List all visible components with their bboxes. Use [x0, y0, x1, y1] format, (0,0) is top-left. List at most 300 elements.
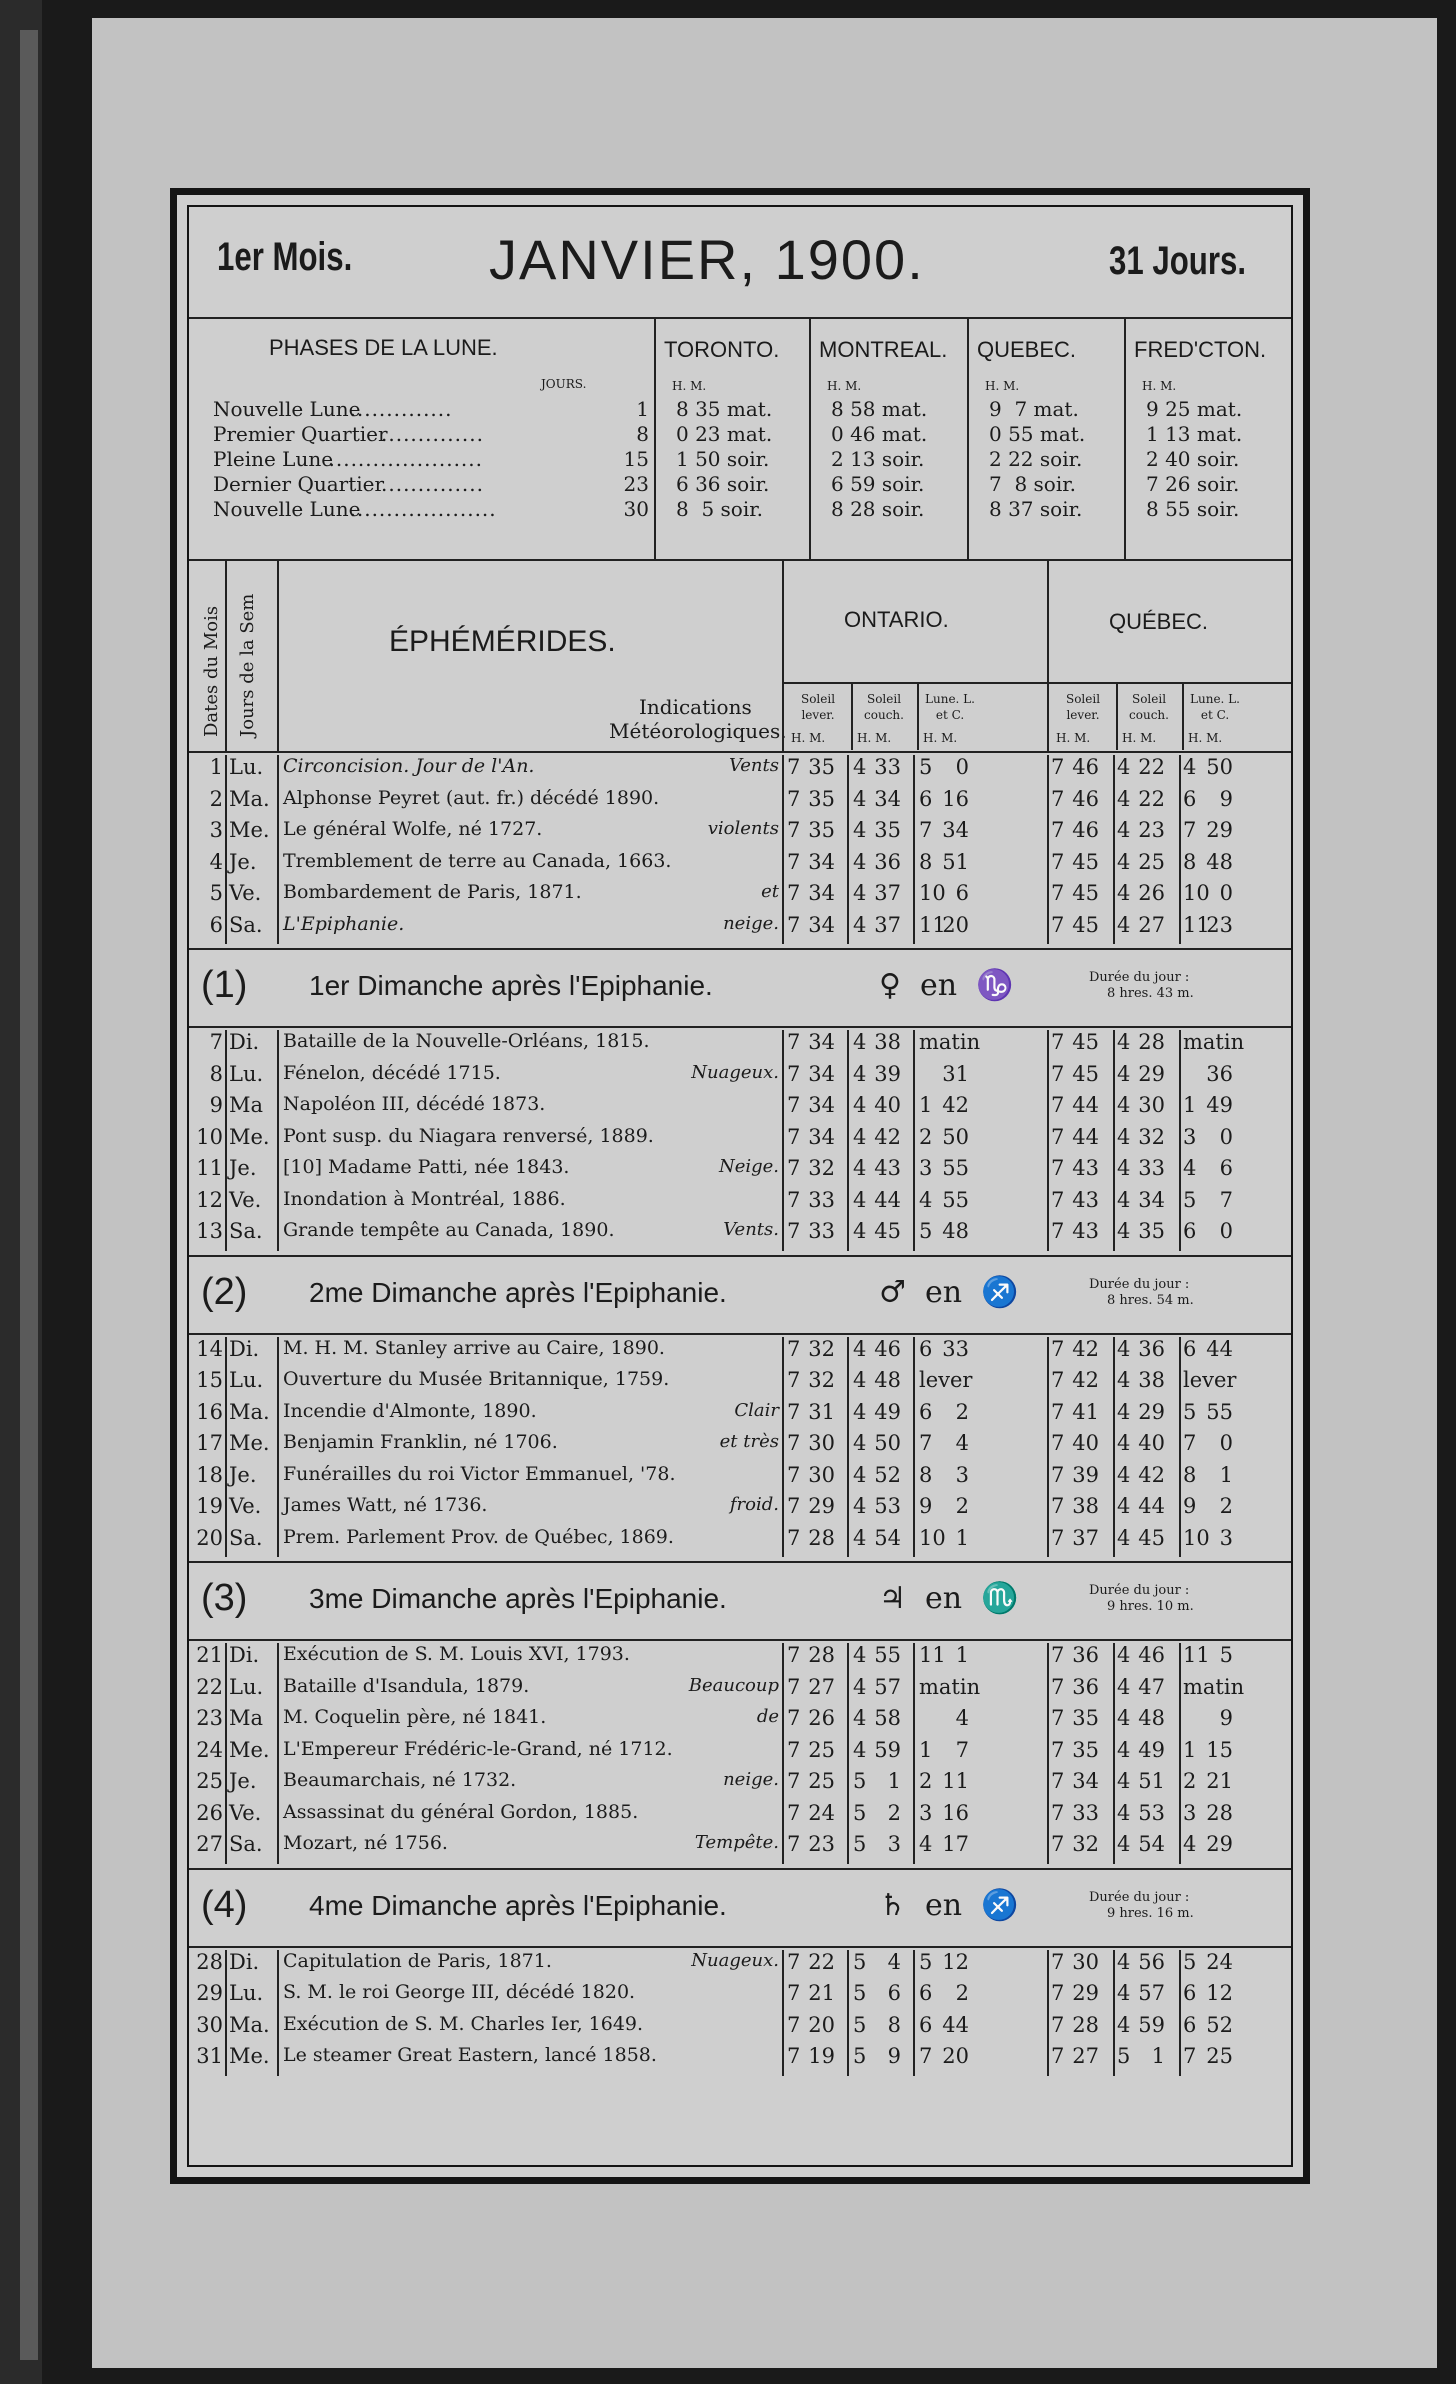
day-weekday: Ma [229, 1093, 264, 1117]
day-event: M. H. M. Stanley arrive au Caire, 1890. [283, 1336, 665, 1359]
day-row [189, 1125, 1291, 1157]
time-hour: 4 [853, 1336, 867, 1361]
time-minute: 44 [1072, 1093, 1099, 1117]
day-row [189, 1156, 1291, 1188]
time-hour: matin [1183, 1030, 1245, 1054]
phases-divider [189, 559, 1291, 561]
day-date: 29 [196, 1981, 223, 2005]
day-event: Circoncision. Jour de l'An. [283, 755, 535, 777]
time-hour: 4 [1117, 1431, 1131, 1455]
time-hour: matin [919, 1674, 981, 1699]
time-hour: lever [919, 1368, 973, 1392]
time-minute: 25 [808, 1769, 835, 1793]
day-date: 2 [209, 786, 223, 811]
time-minute: 16 [942, 1800, 969, 1825]
time-minute: 33 [942, 1336, 969, 1361]
time-hour: 4 [853, 1061, 867, 1086]
time-hour: 10 [919, 1525, 946, 1550]
time-minute: 2 [955, 1981, 969, 2005]
time-minute: 22 [1138, 755, 1165, 779]
day-length-label: Durée du jour : [1089, 970, 1190, 985]
column-divider [913, 755, 915, 944]
day-date: 1 [209, 755, 223, 779]
time-hour: 6 [919, 2012, 933, 2037]
time-minute: 22 [1138, 786, 1165, 811]
time-minute: 58 [874, 1706, 901, 1730]
time-minute: 34 [808, 881, 835, 905]
header-divider [189, 751, 1291, 753]
day-row [189, 1368, 1291, 1400]
time-minute: 25 [808, 1737, 835, 1762]
time-subheader: Lune. L. et C. [1190, 692, 1240, 722]
day-event: James Watt, né 1736. [283, 1494, 488, 1516]
time-hour: 7 [787, 1981, 801, 2005]
day-weekday: Sa. [229, 1219, 263, 1243]
time-hour: 4 [853, 755, 867, 779]
time-hour: lever [1183, 1368, 1237, 1392]
day-event: Inondation à Montréal, 1886. [283, 1187, 566, 1210]
column-divider [782, 1337, 784, 1558]
month-number: 1er Mois. [217, 235, 353, 279]
time-minute: 43 [1072, 1219, 1099, 1243]
time-hour: 9 [1183, 1494, 1197, 1518]
time-minute: 23 [808, 1832, 835, 1856]
day-date: 15 [196, 1368, 223, 1392]
time-hour: 4 [1117, 2012, 1131, 2037]
time-hour: 4 [1117, 818, 1131, 842]
day-event: Pont susp. du Niagara renversé, 1889. [283, 1124, 654, 1147]
column-divider [1113, 1643, 1115, 1864]
phase-day: 15 [623, 447, 649, 471]
phase-time: 2 40 soir. [1146, 447, 1240, 471]
time-minute: 43 [874, 1156, 901, 1180]
time-minute: 49 [1206, 1093, 1233, 1117]
phase-name: Nouvelle Lune [213, 397, 361, 421]
time-minute: 19 [808, 2044, 835, 2068]
column-divider [1047, 1643, 1049, 1864]
column-divider [782, 1643, 784, 1864]
time-hour: 7 [1051, 1156, 1065, 1180]
time-hour: 5 [853, 1949, 867, 1974]
day-row [189, 1093, 1291, 1125]
phase-day: 23 [623, 472, 649, 496]
day-weekday: Lu. [229, 755, 264, 779]
phases-title: PHASES DE LA LUNE. [269, 335, 498, 360]
time-minute: 27 [808, 1674, 835, 1699]
day-row [189, 1494, 1291, 1526]
time-minute: 33 [808, 1219, 835, 1243]
day-weather: neige. [723, 1769, 779, 1790]
time-minute: 46 [1072, 818, 1099, 842]
sunday-number: (4) [201, 1883, 248, 1926]
phase-time: 2 22 soir. [989, 447, 1083, 471]
time-hour: 4 [1183, 755, 1197, 779]
time-minute: 17 [942, 1832, 969, 1856]
phase-name: Nouvelle Lune [213, 497, 361, 521]
time-minute: 6 [955, 881, 969, 905]
day-weekday: Lu. [229, 1368, 264, 1392]
day-weekday: Lu. [229, 1061, 264, 1086]
day-event: Grande tempête au Canada, 1890. [283, 1219, 615, 1241]
time-hour: 9 [919, 1494, 933, 1518]
time-minute: 1 [887, 1769, 901, 1793]
day-date: 6 [209, 912, 223, 937]
day-row [189, 1463, 1291, 1495]
time-hour: 4 [1117, 1706, 1131, 1730]
day-event: Tremblement de terre au Canada, 1663. [283, 849, 672, 872]
day-weekday: Je. [229, 1156, 257, 1180]
time-hour: 7 [787, 1061, 801, 1086]
column-divider [1179, 1643, 1181, 1864]
time-hour: 7 [1051, 912, 1065, 937]
time-minute: 54 [874, 1525, 901, 1550]
time-hour: 7 [1051, 1949, 1065, 1974]
time-minute: 24 [1206, 1949, 1233, 1974]
column-divider [1113, 755, 1115, 944]
time-hour: 4 [1117, 755, 1131, 779]
time-hour: 1 [1183, 1093, 1197, 1117]
day-weekday: Sa. [229, 912, 263, 937]
time-minute: 1 [1219, 1462, 1233, 1487]
time-hour: 7 [1051, 818, 1065, 842]
time-hour: 4 [1117, 1737, 1131, 1762]
time-hour: 4 [1117, 1093, 1131, 1117]
day-date: 18 [196, 1462, 223, 1487]
time-minute: 27 [1072, 2044, 1099, 2068]
column-divider [913, 1950, 915, 2076]
time-minute: 2 [955, 1494, 969, 1518]
time-hour: matin [919, 1030, 981, 1054]
time-minute: 28 [1072, 2012, 1099, 2037]
day-weekday: Sa. [229, 1832, 263, 1856]
time-minute: 55 [874, 1643, 901, 1667]
sunday-label: 2me Dimanche après l'Epiphanie. [309, 1276, 727, 1308]
time-hour: 7 [787, 1336, 801, 1361]
time-hour: 4 [1117, 1643, 1131, 1667]
day-weather: Vents. [723, 1219, 779, 1240]
time-hour: 7 [1051, 1399, 1065, 1424]
time-hour: 5 [919, 1219, 933, 1243]
day-event: M. Coquelin père, né 1841. [283, 1706, 547, 1728]
day-length-label: Durée du jour : [1089, 1276, 1190, 1292]
time-minute: 33 [874, 755, 901, 779]
column-divider [277, 1643, 279, 1864]
time-hour: 7 [787, 1949, 801, 1974]
time-hour: 6 [1183, 1336, 1197, 1361]
time-minute: 29 [1206, 818, 1233, 842]
day-date: 13 [196, 1219, 223, 1243]
day-row [189, 787, 1291, 819]
time-minute: 22 [808, 1949, 835, 1974]
time-subheader: Soleil lever. [800, 692, 836, 722]
quebec-label: QUÉBEC. [1109, 609, 1209, 634]
time-hour: 4 [1117, 1030, 1131, 1054]
day-date: 31 [196, 2044, 223, 2068]
time-minute: 35 [1072, 1706, 1099, 1730]
day-event: Exécution de S. M. Louis XVI, 1793. [283, 1643, 630, 1665]
sunday-label: 1er Dimanche après l'Epiphanie. [309, 970, 713, 1001]
time-hour: 5 [853, 2044, 867, 2068]
column-divider [1179, 1337, 1181, 1558]
city-label: MONTREAL. [819, 337, 948, 362]
time-minute: 31 [942, 1061, 969, 1086]
time-hour: 1 [919, 1737, 933, 1762]
time-hour: 7 [1051, 1737, 1065, 1762]
day-weather: Nuageux. [691, 1061, 779, 1083]
day-row [189, 2013, 1291, 2045]
sunday-label: 3me Dimanche après l'Epiphanie. [309, 1583, 727, 1614]
time-minute: 34 [808, 1061, 835, 1086]
time-hour: 7 [787, 818, 801, 842]
time-minute: 7 [955, 1737, 969, 1762]
time-hour: 5 [1183, 1399, 1197, 1424]
time-hour: 7 [1051, 1093, 1065, 1117]
time-hour: 4 [1117, 1981, 1131, 2005]
weekday-column-label: Jours de la Sem [237, 593, 258, 737]
time-minute: 47 [1138, 1674, 1165, 1699]
column-divider [1179, 755, 1181, 944]
time-hour: 7 [787, 1494, 801, 1518]
day-date: 19 [196, 1494, 223, 1518]
day-date: 5 [209, 881, 223, 905]
time-minute: 4 [955, 1706, 969, 1730]
column-divider [1113, 1950, 1115, 2076]
day-date: 23 [196, 1706, 223, 1730]
time-hour: 7 [787, 755, 801, 779]
header-col-divider [782, 561, 784, 751]
time-minute: 3 [887, 1832, 901, 1856]
time-hour: 4 [853, 1431, 867, 1455]
time-minute: 33 [808, 1187, 835, 1212]
time-hour: 7 [1051, 1525, 1065, 1550]
day-row [189, 1188, 1291, 1220]
time-hour: 7 [1051, 1832, 1065, 1856]
time-minute: 27 [1138, 912, 1165, 937]
time-minute: 44 [942, 2012, 969, 2037]
time-hour: 8 [919, 849, 933, 874]
column-divider [913, 1030, 915, 1251]
column-divider [1047, 1950, 1049, 2076]
time-minute: 29 [1206, 1832, 1233, 1856]
day-row [189, 850, 1291, 882]
time-hour: 1 [919, 1093, 933, 1117]
time-hour: 5 [1183, 1949, 1197, 1974]
time-minute: 51 [942, 849, 969, 874]
hm-label: H. M. [985, 379, 1020, 393]
day-date: 22 [196, 1674, 223, 1699]
time-minute: 42 [1138, 1462, 1165, 1487]
planet-position: ♄ en ♐ [879, 1887, 1019, 1923]
time-minute: 50 [1206, 755, 1233, 779]
day-event: Mozart, né 1756. [283, 1832, 448, 1854]
sunday-number: (2) [201, 1270, 248, 1313]
time-hour: 11 [1183, 912, 1210, 937]
hm-label: H. M. [1122, 731, 1157, 745]
time-minute: 42 [1072, 1368, 1099, 1392]
time-minute: 36 [1206, 1061, 1233, 1086]
day-date: 3 [209, 818, 223, 842]
time-minute: 32 [808, 1368, 835, 1392]
time-hour: 7 [1051, 1981, 1065, 2005]
day-date: 16 [196, 1399, 223, 1424]
day-row [189, 1643, 1291, 1675]
time-minute: 32 [808, 1156, 835, 1180]
phase-time: 8 5 soir. [676, 497, 763, 521]
time-minute: 53 [1138, 1800, 1165, 1825]
time-minute: 26 [1138, 881, 1165, 905]
time-minute: 12 [1206, 1981, 1233, 2005]
time-hour: 4 [853, 1737, 867, 1762]
time-minute: 48 [942, 1219, 969, 1243]
time-hour: 5 [919, 1949, 933, 1974]
column-divider [277, 755, 279, 944]
time-minute: 28 [808, 1643, 835, 1667]
time-minute: 30 [808, 1462, 835, 1487]
column-divider [913, 1337, 915, 1558]
ontario-label: ONTARIO. [844, 607, 949, 632]
time-minute: 35 [808, 755, 835, 779]
time-minute: 46 [1072, 786, 1099, 811]
time-minute: 31 [808, 1399, 835, 1424]
column-divider [225, 1950, 227, 2076]
time-hour: 6 [919, 1399, 933, 1424]
time-hour: 4 [1117, 1124, 1131, 1149]
time-minute: 15 [1206, 1737, 1233, 1762]
time-minute: 35 [808, 786, 835, 811]
sunday-label: 4me Dimanche après l'Epiphanie. [309, 1889, 727, 1921]
day-weekday: Me. [229, 2044, 270, 2068]
time-minute: 32 [1072, 1832, 1099, 1856]
time-minute: 46 [1138, 1643, 1165, 1667]
hm-label: H. M. [791, 731, 826, 745]
time-minute: 44 [1138, 1494, 1165, 1518]
day-event: [10] Madame Patti, née 1843. [283, 1156, 570, 1178]
time-minute: 35 [808, 818, 835, 842]
time-hour: 4 [1117, 1187, 1131, 1212]
time-hour: 7 [787, 1462, 801, 1487]
day-weekday: Lu. [229, 1981, 264, 2005]
time-hour: 4 [919, 1187, 933, 1212]
time-hour: 4 [853, 1494, 867, 1518]
time-minute: 50 [874, 1431, 901, 1455]
day-row [189, 1950, 1291, 1982]
time-hour: 7 [787, 1368, 801, 1392]
time-hour: 4 [853, 1368, 867, 1392]
time-minute: 46 [1072, 755, 1099, 779]
time-minute: 35 [874, 818, 901, 842]
day-row [189, 1030, 1291, 1062]
day-event: Funérailles du roi Victor Emmanuel, '78. [283, 1462, 676, 1485]
day-row [189, 1675, 1291, 1707]
column-divider [782, 755, 784, 944]
day-weekday: Me. [229, 818, 270, 842]
time-minute: 39 [874, 1061, 901, 1086]
column-divider [225, 1643, 227, 1864]
day-weather: et [761, 881, 779, 902]
time-minute: 2 [1219, 1494, 1233, 1518]
time-hour: 4 [1117, 1949, 1131, 1974]
time-minute: 6 [887, 1981, 901, 2005]
week-divider [189, 1639, 1291, 1641]
time-hour: 3 [1183, 1124, 1197, 1149]
time-hour: 7 [787, 1156, 801, 1180]
day-weather: violents [707, 818, 779, 839]
phases-col-divider [809, 319, 811, 559]
time-hour: 1 [1183, 1737, 1197, 1762]
day-date: 27 [196, 1832, 223, 1856]
city-label: TORONTO. [664, 337, 780, 362]
time-minute: 24 [808, 1800, 835, 1825]
day-length-value: 8 hres. 54 m. [1107, 1292, 1194, 1308]
time-minute: 34 [874, 786, 901, 811]
phase-dots: ..................... [328, 447, 484, 471]
time-hour: 7 [787, 1800, 801, 1825]
time-hour: 7 [1051, 1769, 1065, 1793]
time-hour: 6 [1183, 786, 1197, 811]
column-divider [913, 1643, 915, 1864]
time-hour: 7 [787, 849, 801, 874]
time-hour: 7 [787, 1674, 801, 1699]
time-hour: 8 [919, 1462, 933, 1487]
day-event: Fénelon, décédé 1715. [283, 1061, 501, 1084]
day-date: 4 [209, 849, 223, 874]
day-row [189, 1981, 1291, 2013]
phase-time: 9 25 mat. [1146, 397, 1243, 421]
time-minute: 51 [1138, 1769, 1165, 1793]
time-hour: 2 [919, 1124, 933, 1149]
day-length-value: 9 hres. 16 m. [1107, 1905, 1194, 1921]
time-hour: 7 [787, 786, 801, 811]
phase-time: 8 37 soir. [989, 497, 1083, 521]
phase-time: 8 35 mat. [676, 397, 773, 421]
hm-label: H. M. [857, 731, 892, 745]
time-minute: 55 [942, 1187, 969, 1212]
time-hour: 7 [1051, 849, 1065, 874]
time-hour: 4 [1117, 881, 1131, 905]
phase-day: 8 [636, 422, 649, 446]
day-row [189, 1219, 1291, 1251]
book-spine-edge [20, 30, 38, 2360]
day-event: Bombardement de Paris, 1871. [283, 881, 582, 903]
day-date: 26 [196, 1800, 223, 1825]
day-date: 8 [209, 1061, 223, 1086]
time-minute: 49 [1138, 1737, 1165, 1762]
subheader-divider [917, 684, 919, 750]
time-hour: 5 [853, 1832, 867, 1856]
day-event: Prem. Parlement Prov. de Québec, 1869. [283, 1525, 674, 1548]
header-col-divider [225, 561, 227, 751]
time-hour: 7 [1051, 1219, 1065, 1243]
day-row [189, 1801, 1291, 1833]
time-hour: 7 [787, 1399, 801, 1424]
time-hour: 7 [787, 2044, 801, 2068]
time-hour: 7 [919, 2044, 933, 2068]
time-hour: 6 [1183, 1981, 1197, 2005]
time-minute: 28 [1138, 1030, 1165, 1054]
time-hour: 7 [787, 1706, 801, 1730]
day-row [189, 1526, 1291, 1558]
time-hour: 4 [853, 1462, 867, 1487]
day-event: S. M. le roi George III, décédé 1820. [283, 1981, 636, 2003]
sunday-row [189, 1257, 1291, 1333]
time-hour: 11 [1183, 1643, 1210, 1667]
time-minute: 57 [874, 1674, 901, 1699]
header-col-divider [277, 561, 279, 751]
time-minute: 1 [955, 1643, 969, 1667]
time-hour: 7 [787, 881, 801, 905]
time-hour: 5 [853, 2012, 867, 2037]
time-hour: 4 [1117, 1674, 1131, 1699]
